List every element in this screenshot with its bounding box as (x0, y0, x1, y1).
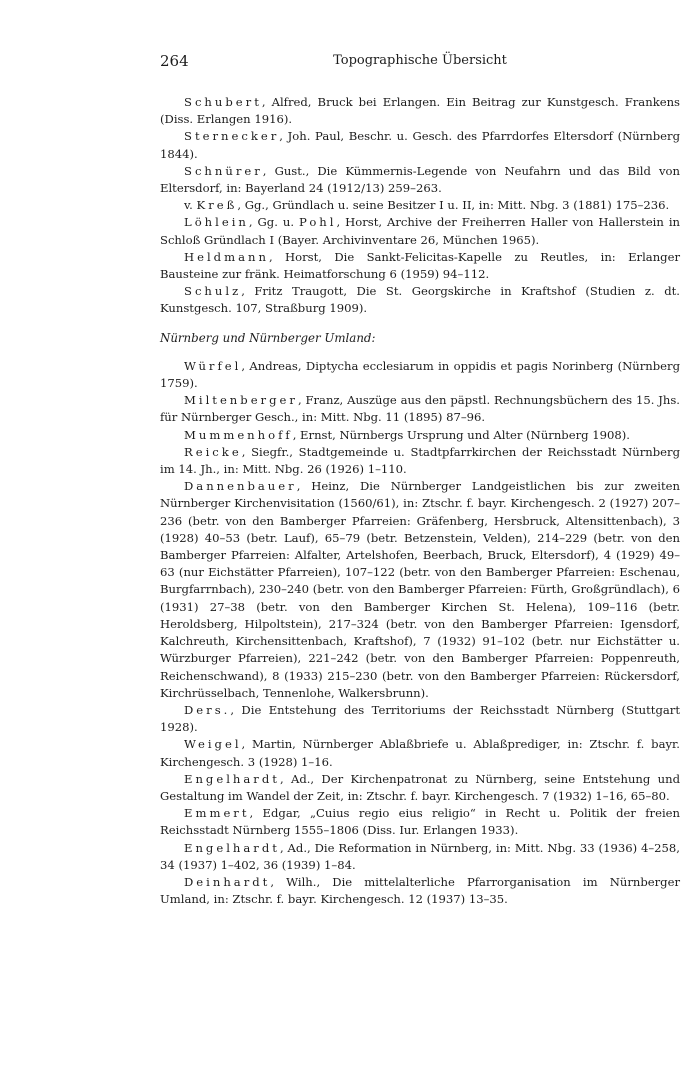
entry-coauthor: Pohl (298, 215, 337, 230)
page-number: 264 (160, 52, 189, 70)
entry-text: , Ad., Der Kirchenpatronat zu Nürnberg, seine Entstehung und Gestaltung im Wandel der Zeit, in: Ztschr. f. bayr. Kirchengesch. 7 (1932) 1–16, 65–80. (160, 771, 680, 803)
bibliography-body (160, 94, 680, 908)
bibliography-entry (160, 283, 680, 317)
bibliography-entry (160, 358, 680, 392)
entry-text: , Heinz, Die Nürnberger Landgeistlichen bis zur zweiten Nürnberger Kirchenvisitation (1560/61), in: Ztschr. f. bayr. Kirchengesch. 2 (1927) 207–236 (betr. von den Bamberger Pfarreien: Gräfenberg, Hersbruck, Altensittenbach), 3 (1928) 40–53 (betr. Lauf), 65–79 (betr. Betzenstein, Velden), 214–229 (betr. von den Bamberger Pfarreien: Alfalter, Artelshofen, Beerbach, Bruck, Eltersdorf), 4 (1929) 49–63 (nur Eichstätter Pfarreien), 107–122 (betr. von den Bamberger Pfarreien: Eschenau, Burgfarrnbach), 230–240 (betr. von den Bamberger Pfarreien: Fürth, Großgründlach), 6 (1931) 27–38 (betr. von den Bamberger Kirchen St. Helena), 109–116 (betr. Heroldsberg, Hilpoltstein), 217–324 (betr. von den Bamberger Pfarreien: Igensdorf, Kalchreuth, Kirchensittenbach, Kraftshof), 7 (1932) 91–102 (betr. nur Eichstätter u. Würzburger Pfarreien), 221–242 (betr. von den Bamberger Pfarreien: Poppenreuth, Reichenschwand), 8 (1933) 215–230 (betr. von den Bamberger Pfarreien: Rückersdorf, Kirchrüsselbach, Tennenlohe, Walkersbrunn). (160, 479, 680, 700)
bibliography-entry (160, 94, 680, 128)
entry-author: Engelhardt (184, 840, 280, 855)
bibliography-entry (160, 214, 680, 248)
entry-author: Engelhardt (184, 771, 280, 786)
entry-author: Dannenbauer (184, 479, 297, 494)
section-heading: Nürnberg und Nürnberger Umland: (160, 330, 376, 345)
entry-text: , Alfred, Bruck bei Erlangen. Ein Beitrag zur Kunstgesch. Frankens (Diss. Erlangen 1916). (160, 95, 680, 127)
entry-author: Mummenhoff (184, 427, 293, 442)
bibliography-entry (160, 478, 680, 702)
entry-text: , Gust., Die Kümmernis-Legende von Neufahrn und das Bild von Eltersdorf, in: Bayerland 24 (1912/13) 259–263. (160, 163, 680, 196)
entry-text: , Fritz Traugott, Die St. Georgskirche in Kraftshof (Studien z. dt. Kunstgesch. 107, Straßburg 1909). (160, 284, 680, 316)
entry-author: Schubert (184, 95, 262, 109)
entry-text: , Andreas, Diptycha ecclesiarum in oppidis et pagis Norinberg (Nürnberg 1759). (160, 358, 680, 391)
entry-text: , Gg., Gründlach u. seine Besitzer I u. II, in: Mitt. Nbg. 3 (1881) 175–236. (237, 198, 670, 213)
entry-text: , Martin, Nürnberger Ablaßbriefe u. Ablaßprediger, in: Ztschr. f. bayr. Kirchengesch. 3 (1928) 1–16. (160, 737, 680, 769)
entry-text: , Joh. Paul, Beschr. u. Gesch. des Pfarrdorfes Eltersdorf (Nürnberg 1844). (160, 129, 680, 161)
entry-author: Schulz (184, 284, 242, 299)
bibliography-entry (160, 249, 680, 283)
bibliography-entry (160, 702, 680, 736)
entry-text-continued: , Horst, Archive der Freiherren Haller von Hallerstein in Schloß Gründlach I (Bayer. Archivinventare 26, München 1965). (160, 215, 680, 247)
bibliography-entry (160, 444, 680, 478)
entry-author: Deinhardt (184, 874, 271, 889)
entry-author: Heldmann (184, 249, 269, 264)
entry-text: , Ernst, Nürnbergs Ursprung und Alter (Nürnberg 1908). (292, 427, 630, 442)
entry-text: , Wilh., Die mittelalterliche Pfarrorganisation im Nürnberger Umland, in: Ztschr. f. bayr. Kirchengesch. 12 (1937) 13–35. (160, 874, 680, 907)
entry-author: Würfel (184, 358, 242, 373)
entry-prefix: v. (184, 198, 197, 213)
bibliography-entry (160, 197, 680, 214)
entry-author: Emmert (184, 806, 250, 821)
running-title: Topographische Übersicht (333, 53, 507, 68)
entry-text: , Edgar, „Cuius regio eius religio“ in Recht u. Politik der freien Reichsstadt Nürnberg 1555–1806 (Diss. Iur. Erlangen 1933). (160, 806, 680, 838)
bibliography-entry (160, 736, 680, 770)
entry-text: , Die Entstehung des Territoriums der Reichsstadt Nürnberg (Stuttgart 1928). (160, 702, 680, 735)
entry-author: Weigel (184, 737, 242, 752)
entry-author: Sternecker (184, 129, 280, 144)
entry-text: , Horst, Die Sankt-Felicitas-Kapelle zu Reutles, in: Erlanger Bausteine zur fränk. Heimatforschung 6 (1959) 94–112. (160, 249, 680, 282)
entry-text: , Siegfr., Stadtgemeinde u. Stadtpfarrkirchen der Reichsstadt Nürnberg im 14. Jh., in: Mitt. Nbg. 26 (1926) 1–110. (160, 444, 680, 477)
entry-author: Kreß (196, 198, 238, 213)
bibliography-entry (160, 392, 680, 426)
entry-author: Schnürer (184, 163, 263, 178)
bibliography-entry (160, 771, 680, 805)
entry-author: Ders. (184, 702, 231, 717)
bibliography-entry (160, 840, 680, 874)
entry-author: Miltenberger (184, 393, 298, 408)
entry-author: Reicke (184, 444, 242, 459)
entry-text: , Franz, Auszüge aus den päpstl. Rechnungsbüchern des 15. Jhs. für Nürnberger Gesch., in: Mitt. Nbg. 11 (1895) 87–96. (160, 393, 680, 425)
entry-text: , Ad., Die Reformation in Nürnberg, in: Mitt. Nbg. 33 (1936) 4–258, 34 (1937) 1–402, 36 (1939) 1–84. (160, 840, 680, 872)
bibliography-entry (160, 427, 680, 444)
entry-author: Löhlein (184, 215, 249, 230)
bibliography-entry (160, 128, 680, 162)
bibliography-entry (160, 805, 680, 839)
bibliography-entry (160, 163, 680, 197)
page-header (160, 52, 680, 76)
entry-text: , Gg. u. (248, 215, 299, 230)
bibliography-entry (160, 874, 680, 908)
